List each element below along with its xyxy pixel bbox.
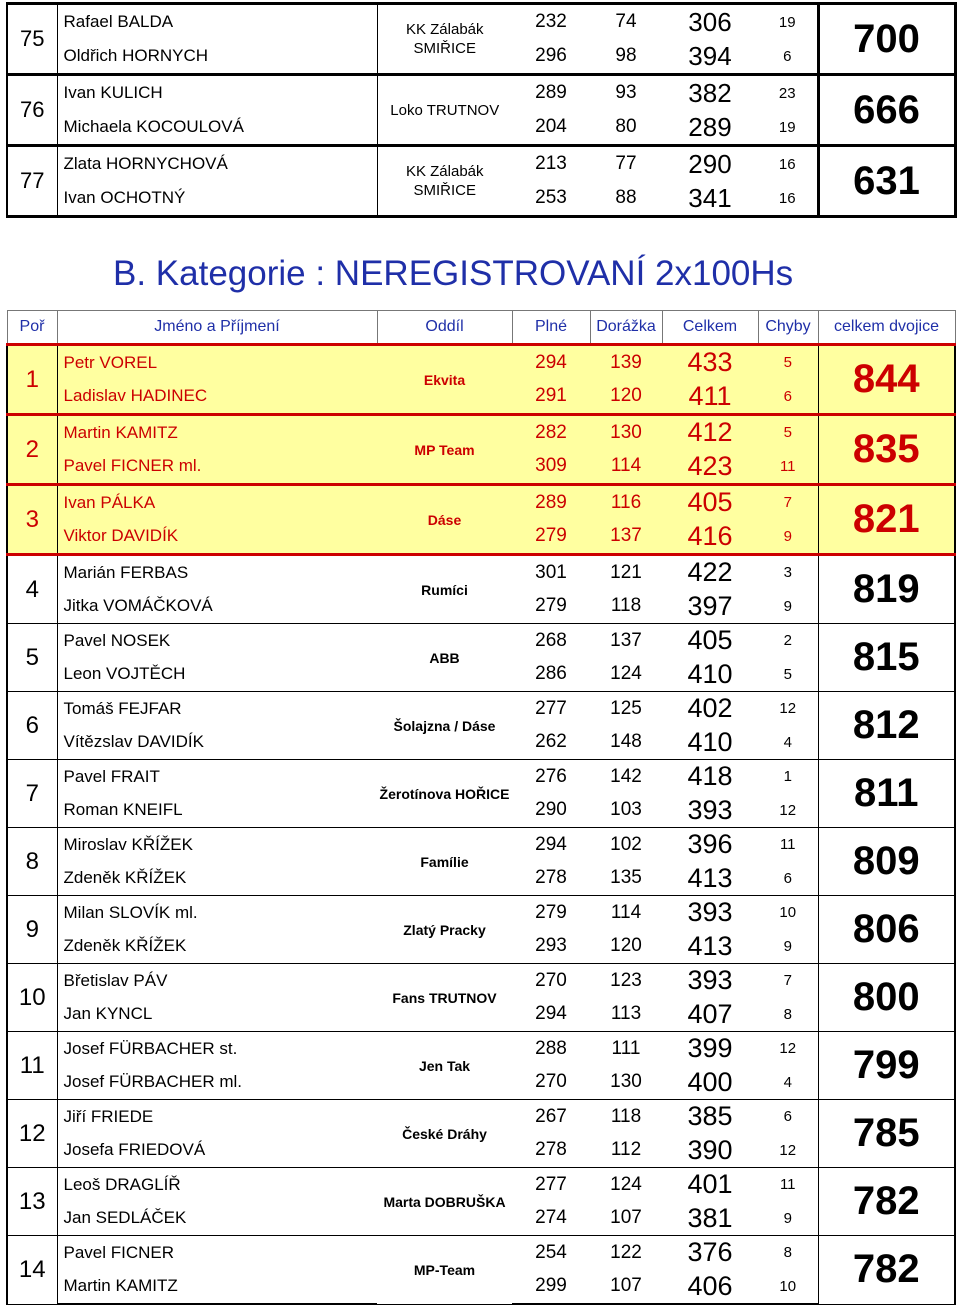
pair-total: 782 (818, 1236, 955, 1305)
chyby-value: 23 (778, 84, 796, 102)
dorazka-value: 74 (590, 4, 662, 40)
header-rank: Poř (7, 311, 57, 345)
team-row (7, 485, 955, 520)
pair-total: 800 (818, 964, 955, 1032)
dorazka-value: 130 (590, 415, 662, 450)
pair-total: 819 (818, 555, 955, 624)
celkem-value: 396 (687, 829, 733, 860)
chyby-value: 8 (758, 998, 818, 1032)
plne-value: 291 (512, 380, 590, 415)
club-name: Famílie (377, 828, 512, 896)
team-row (7, 896, 955, 930)
previous-category-table (6, 2, 957, 218)
dorazka-value: 130 (590, 1066, 662, 1100)
dorazka-value: 120 (590, 380, 662, 415)
celkem-value: 402 (687, 693, 733, 724)
chyby-value: 8 (783, 1244, 792, 1262)
player-name: Jitka VOMÁČKOVÁ (57, 590, 377, 624)
club-name: Marta DOBRUŠKA (377, 1168, 512, 1236)
rank-cell: 12 (7, 1100, 57, 1168)
team-row (7, 624, 955, 658)
results-table (6, 310, 956, 1305)
celkem-value: 399 (687, 1033, 733, 1064)
rank-cell: 5 (7, 624, 57, 692)
celkem-value: 411 (662, 380, 758, 415)
celkem-value: 406 (662, 1270, 758, 1305)
player-name: Josef FÜRBACHER ml. (57, 1066, 377, 1100)
dorazka-value: 107 (590, 1270, 662, 1305)
rank-cell: 11 (7, 1032, 57, 1100)
celkem-value: 382 (688, 77, 732, 108)
dorazka-value: 111 (611, 1037, 641, 1059)
player-name: Milan SLOVÍK ml. (63, 902, 198, 922)
player-name: Rafael BALDA (57, 4, 377, 40)
dorazka-value: 122 (610, 1241, 642, 1263)
plne-value: 232 (512, 4, 590, 40)
chyby-value: 3 (783, 564, 792, 582)
chyby-value: 11 (758, 450, 818, 485)
chyby-value: 16 (758, 181, 818, 217)
rank-cell: 76 (7, 75, 57, 146)
player-name: Martin KAMITZ (57, 1270, 377, 1305)
plne-value: 213 (535, 153, 567, 174)
celkem-value: 422 (687, 557, 733, 588)
player-name: Josef FÜRBACHER st. (63, 1038, 238, 1058)
player-name: Pavel FICNER (63, 1242, 175, 1262)
rank-cell: 6 (7, 692, 57, 760)
club-name: Zlatý Pracky (377, 896, 512, 964)
player-name: Jan SEDLÁČEK (57, 1202, 377, 1236)
team-row (7, 555, 955, 590)
plne-value: 286 (512, 658, 590, 692)
chyby-value: 9 (758, 520, 818, 555)
plne-value: 253 (512, 181, 590, 217)
club-name: ABB (377, 624, 512, 692)
dorazka-value: 114 (610, 901, 642, 923)
celkem-value: 410 (662, 726, 758, 760)
dorazka-value: 113 (590, 998, 662, 1032)
plne-value: 296 (512, 39, 590, 75)
team-row (7, 415, 955, 450)
club-name: Rumíci (377, 555, 512, 624)
club-name: Šolajzna / Dáse (377, 692, 512, 760)
rank-cell: 4 (7, 555, 57, 624)
rank-cell: 10 (7, 964, 57, 1032)
celkem-value: 407 (662, 998, 758, 1032)
club-name: Žerotínova HOŘICE (377, 760, 512, 828)
celkem-value: 433 (662, 345, 758, 380)
celkem-value: 418 (687, 761, 733, 792)
rank-cell: 7 (7, 760, 57, 828)
club-name: Loko TRUTNOV (377, 75, 512, 146)
celkem-value: 416 (662, 520, 758, 555)
pair-total: 812 (818, 692, 955, 760)
team-row (7, 4, 955, 40)
plne-value: 278 (512, 1134, 590, 1168)
player-name: Zdeněk KŘÍŽEK (57, 930, 377, 964)
chyby-value: 19 (758, 4, 818, 40)
plne-value: 267 (535, 1105, 567, 1127)
header-chyby: Chyby (758, 311, 818, 345)
plne-value: 279 (512, 520, 590, 555)
player-name: Ivan PÁLKA (57, 485, 377, 520)
team-row (7, 345, 955, 380)
player-name: Michaela KOCOULOVÁ (57, 110, 377, 146)
dorazka-value: 124 (590, 658, 662, 692)
pair-total: 806 (818, 896, 955, 964)
club-name: MP Team (377, 415, 512, 485)
pair-total: 815 (818, 624, 955, 692)
club-name: Ekvita (377, 345, 512, 415)
dorazka-value: 125 (610, 697, 642, 719)
dorazka-value: 118 (590, 590, 662, 624)
chyby-value: 6 (758, 862, 818, 896)
header-total: celkem dvojice (818, 311, 955, 345)
celkem-value: 397 (662, 590, 758, 624)
chyby-value: 6 (758, 39, 818, 75)
rank-cell: 77 (7, 146, 57, 217)
club-name: KK Zálabák SMIŘICE (377, 146, 512, 217)
plne-value: 278 (512, 862, 590, 896)
team-row (7, 1100, 955, 1134)
celkem-value: 306 (662, 4, 758, 40)
chyby-value: 9 (758, 930, 818, 964)
player-name: Marián FERBAS (63, 562, 189, 582)
chyby-value: 6 (783, 1108, 792, 1126)
plne-value: 301 (535, 561, 567, 583)
header-dorazka: Dorážka (590, 311, 662, 345)
celkem-value: 290 (688, 148, 732, 179)
dorazka-value: 114 (590, 450, 662, 485)
header-plne: Plné (512, 311, 590, 345)
player-name: Ivan OCHOTNÝ (57, 181, 377, 217)
celkem-value: 341 (662, 181, 758, 217)
dorazka-value: 107 (590, 1202, 662, 1236)
chyby-value: 10 (779, 904, 797, 922)
chyby-value: 11 (779, 1176, 796, 1194)
celkem-value: 289 (662, 110, 758, 146)
player-name: Josefa FRIEDOVÁ (57, 1134, 377, 1168)
plne-value: 294 (535, 833, 567, 855)
chyby-value: 5 (758, 658, 818, 692)
player-name: Leon VOJTĚCH (57, 658, 377, 692)
player-name: Ivan KULICH (63, 83, 163, 102)
pair-total: 785 (818, 1100, 955, 1168)
category-title: B. Kategorie : NEREGISTROVANÍ 2x100Hs (113, 254, 794, 293)
player-name: Roman KNEIFL (57, 794, 377, 828)
celkem-value: 393 (662, 794, 758, 828)
team-row (7, 1236, 955, 1270)
team-row (7, 1168, 955, 1202)
dorazka-value: 135 (590, 862, 662, 896)
header-celkem: Celkem (662, 311, 758, 345)
rank-cell: 13 (7, 1168, 57, 1236)
plne-value: 277 (535, 697, 567, 719)
plne-value: 277 (535, 1173, 567, 1195)
player-name: Pavel FICNER ml. (57, 450, 377, 485)
plne-value: 270 (512, 1066, 590, 1100)
chyby-value: 2 (783, 632, 792, 650)
dorazka-value: 93 (615, 82, 637, 103)
plne-value: 309 (512, 450, 590, 485)
celkem-value: 423 (662, 450, 758, 485)
plne-value: 282 (512, 415, 590, 450)
plne-value: 289 (512, 485, 590, 520)
dorazka-value: 139 (590, 345, 662, 380)
dorazka-value: 148 (590, 726, 662, 760)
chyby-value: 7 (758, 485, 818, 520)
plne-value: 270 (535, 969, 567, 991)
player-name: Leoš DRAGLÍŘ (63, 1174, 181, 1194)
dorazka-value: 123 (610, 969, 642, 991)
pair-total: 799 (818, 1032, 955, 1100)
plne-value: 254 (535, 1241, 567, 1263)
player-name: Zdeněk KŘÍŽEK (57, 862, 377, 896)
player-name: Martin KAMITZ (57, 415, 377, 450)
team-row (7, 760, 955, 794)
dorazka-value: 137 (590, 520, 662, 555)
celkem-value: 413 (662, 862, 758, 896)
team-row (7, 964, 955, 998)
rank-cell: 14 (7, 1236, 57, 1305)
dorazka-value: 121 (610, 561, 642, 583)
player-name: Břetislav PÁV (63, 970, 168, 990)
pair-total: 809 (818, 828, 955, 896)
dorazka-value: 137 (610, 629, 642, 651)
rank-cell: 9 (7, 896, 57, 964)
player-name: Zlata HORNYCHOVÁ (63, 154, 228, 173)
celkem-value: 401 (687, 1169, 733, 1200)
dorazka-value: 80 (590, 110, 662, 146)
plne-value: 279 (512, 590, 590, 624)
celkem-value: 385 (687, 1101, 733, 1132)
header-club: Oddíl (377, 311, 512, 345)
chyby-value: 6 (758, 380, 818, 415)
team-row (7, 692, 955, 726)
dorazka-value: 116 (590, 485, 662, 520)
chyby-value: 12 (779, 1040, 797, 1058)
plne-value: 289 (535, 82, 567, 103)
player-name: Jiří FRIEDE (63, 1106, 154, 1126)
chyby-value: 7 (783, 972, 792, 990)
club-name: Dáse (377, 485, 512, 555)
rank-cell: 3 (7, 485, 57, 555)
team-row (7, 75, 955, 111)
pair-total: 700 (818, 4, 955, 75)
chyby-value: 4 (758, 1066, 818, 1100)
chyby-value: 16 (778, 155, 796, 173)
plne-value: 294 (512, 998, 590, 1032)
plne-value: 279 (535, 901, 567, 923)
chyby-value: 19 (758, 110, 818, 146)
celkem-value: 400 (662, 1066, 758, 1100)
celkem-value: 405 (662, 485, 758, 520)
rank-cell: 75 (7, 4, 57, 75)
celkem-value: 381 (662, 1202, 758, 1236)
player-name: Tomáš FEJFAR (63, 698, 182, 718)
chyby-value: 9 (758, 590, 818, 624)
pair-total: 811 (818, 760, 955, 828)
pair-total: 844 (818, 345, 955, 415)
player-name: Pavel NOSEK (63, 630, 171, 650)
player-name: Viktor DAVIDÍK (57, 520, 377, 555)
rank-cell: 2 (7, 415, 57, 485)
dorazka-value: 124 (610, 1173, 642, 1195)
pair-total: 782 (818, 1168, 955, 1236)
player-name: Oldřich HORNYCH (57, 39, 377, 75)
celkem-value: 405 (687, 625, 733, 656)
celkem-value: 413 (662, 930, 758, 964)
player-name: Miroslav KŘÍŽEK (63, 834, 193, 854)
plne-value: 276 (535, 765, 567, 787)
rank-cell: 1 (7, 345, 57, 415)
chyby-value: 9 (758, 1202, 818, 1236)
chyby-value: 5 (758, 415, 818, 450)
club-name: Fans TRUTNOV (377, 964, 512, 1032)
dorazka-value: 112 (590, 1134, 662, 1168)
team-row (7, 1032, 955, 1066)
player-name: Petr VOREL (57, 345, 377, 380)
plne-value: 268 (535, 629, 567, 651)
plne-value: 293 (512, 930, 590, 964)
plne-value: 294 (512, 345, 590, 380)
rank-cell: 8 (7, 828, 57, 896)
club-name: MP-Team (377, 1236, 512, 1305)
chyby-value: 5 (758, 345, 818, 380)
plne-value: 288 (535, 1037, 567, 1059)
plne-value: 299 (512, 1270, 590, 1305)
chyby-value: 12 (758, 794, 818, 828)
celkem-value: 412 (662, 415, 758, 450)
celkem-value: 393 (687, 965, 733, 996)
dorazka-value: 102 (610, 833, 642, 855)
dorazka-value: 120 (590, 930, 662, 964)
chyby-value: 11 (779, 836, 796, 854)
pair-total: 835 (818, 415, 955, 485)
club-name: KK Zálabák SMIŘICE (377, 4, 512, 75)
team-row (7, 828, 955, 862)
plne-value: 274 (512, 1202, 590, 1236)
team-row (7, 146, 955, 182)
celkem-value: 410 (662, 658, 758, 692)
dorazka-value: 77 (615, 153, 637, 174)
plne-value: 204 (512, 110, 590, 146)
chyby-value: 10 (758, 1270, 818, 1305)
player-name: Jan KYNCL (57, 998, 377, 1032)
dorazka-value: 118 (610, 1105, 642, 1127)
celkem-value: 390 (662, 1134, 758, 1168)
player-name: Ladislav HADINEC (57, 380, 377, 415)
club-name: Jen Tak (377, 1032, 512, 1100)
chyby-value: 12 (758, 1134, 818, 1168)
dorazka-value: 103 (590, 794, 662, 828)
header-row (7, 311, 955, 345)
celkem-value: 376 (687, 1237, 733, 1268)
header-name: Jméno a Příjmení (57, 311, 377, 345)
player-name: Vítězslav DAVIDÍK (57, 726, 377, 760)
plne-value: 290 (512, 794, 590, 828)
plne-value: 262 (512, 726, 590, 760)
pair-total: 821 (818, 485, 955, 555)
chyby-value: 12 (779, 700, 797, 718)
player-name: Pavel FRAIT (63, 766, 160, 786)
dorazka-value: 98 (590, 39, 662, 75)
chyby-value: 4 (758, 726, 818, 760)
celkem-value: 393 (687, 897, 733, 928)
celkem-value: 394 (662, 39, 758, 75)
pair-total: 631 (818, 146, 955, 217)
pair-total: 666 (818, 75, 955, 146)
dorazka-value: 88 (590, 181, 662, 217)
dorazka-value: 142 (610, 765, 642, 787)
chyby-value: 1 (783, 768, 792, 786)
club-name: České Dráhy (377, 1100, 512, 1168)
